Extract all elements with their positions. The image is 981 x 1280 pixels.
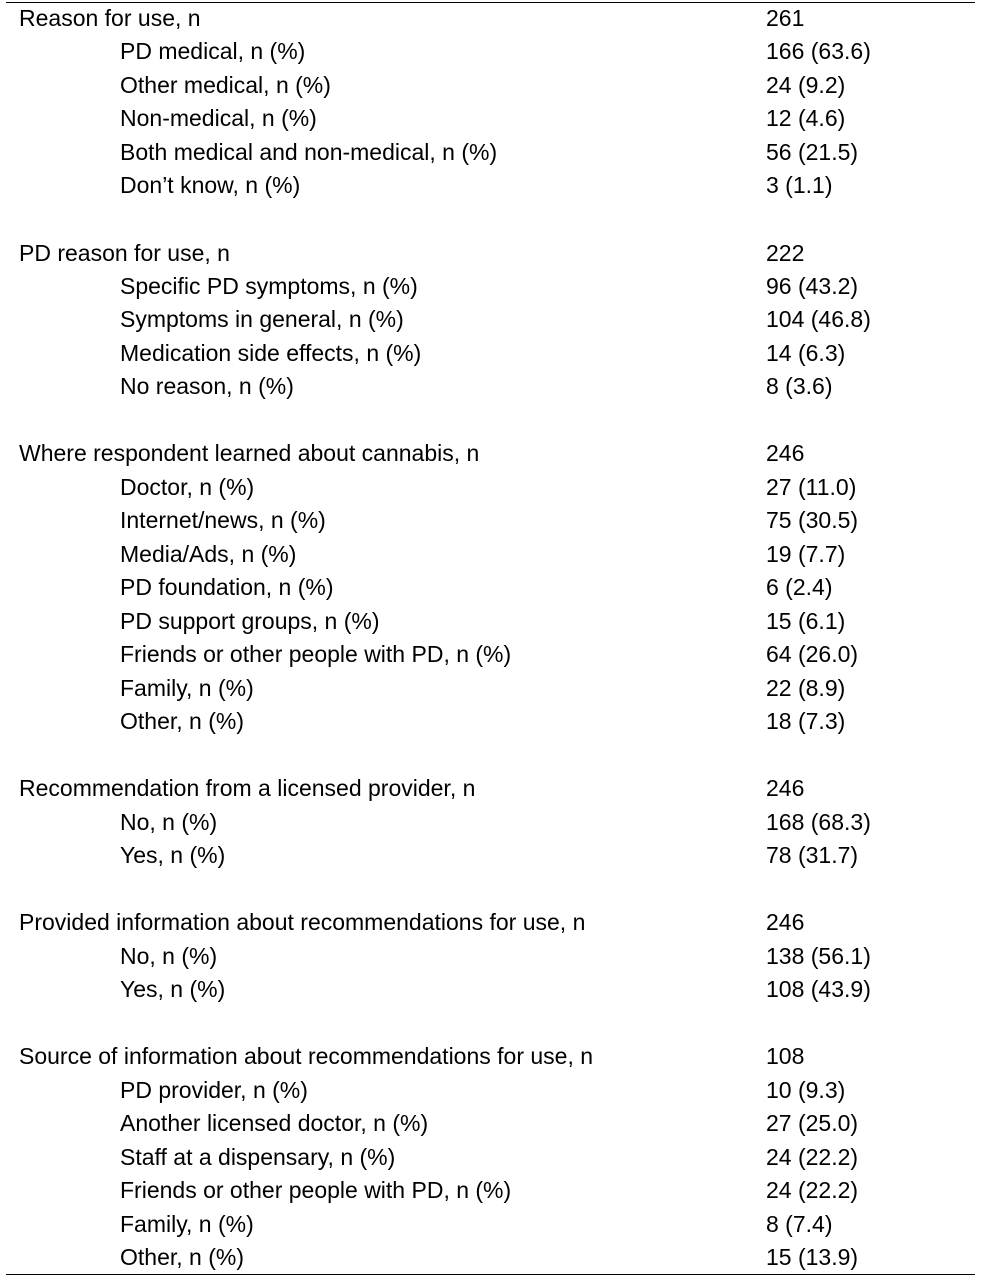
section-header-row — [0, 905, 981, 939]
table-row — [0, 805, 981, 839]
row-label: Other medical, n (%) — [120, 72, 331, 98]
row-value: 8 (7.4) — [766, 1211, 833, 1237]
section-header-value: 222 — [766, 240, 805, 266]
section-header-label: Reason for use, n — [19, 5, 201, 31]
row-value: 19 (7.7) — [766, 541, 846, 567]
row-value: 22 (8.9) — [766, 675, 846, 701]
table-row — [0, 1073, 981, 1107]
row-value: 64 (26.0) — [766, 641, 859, 667]
row-value: 15 (6.1) — [766, 608, 846, 634]
section-header-value: 246 — [766, 440, 805, 466]
row-label: Symptoms in general, n (%) — [120, 306, 404, 332]
row-value: 104 (46.8) — [766, 306, 871, 332]
row-label: Yes, n (%) — [120, 842, 226, 868]
row-label: Family, n (%) — [120, 675, 254, 701]
row-label: PD foundation, n (%) — [120, 574, 334, 600]
section-header-label: Source of information about recommendations for use, n — [19, 1043, 594, 1069]
row-label: PD support groups, n (%) — [120, 608, 380, 634]
row-value: 18 (7.3) — [766, 708, 846, 734]
row-value: 8 (3.6) — [766, 373, 833, 399]
section-header-row — [0, 1, 981, 35]
row-value: 27 (11.0) — [766, 474, 857, 500]
section-header-value: 246 — [766, 909, 805, 935]
row-label: Friends or other people with PD, n (%) — [120, 1177, 512, 1203]
table-row — [0, 604, 981, 638]
row-label: Doctor, n (%) — [120, 474, 255, 500]
row-label: Specific PD symptoms, n (%) — [120, 273, 418, 299]
row-value: 10 (9.3) — [766, 1077, 846, 1103]
table-row — [0, 838, 981, 872]
section-header-label: PD reason for use, n — [19, 240, 230, 266]
table-row — [0, 1173, 981, 1207]
row-label: Medication side effects, n (%) — [120, 340, 422, 366]
table-row — [0, 1140, 981, 1174]
section-header-row — [0, 771, 981, 805]
row-value: 12 (4.6) — [766, 105, 846, 131]
row-label: Friends or other people with PD, n (%) — [120, 641, 512, 667]
table-row — [0, 34, 981, 68]
section-header-label: Recommendation from a licensed provider, n — [19, 775, 476, 801]
row-label: Another licensed doctor, n (%) — [120, 1110, 429, 1136]
row-label: No, n (%) — [120, 809, 218, 835]
table-row — [0, 101, 981, 135]
table-row — [0, 369, 981, 403]
table-row — [0, 1106, 981, 1140]
table-row — [0, 537, 981, 571]
row-label: Other, n (%) — [120, 708, 244, 734]
row-value: 3 (1.1) — [766, 172, 833, 198]
table-row — [0, 168, 981, 202]
row-value: 166 (63.6) — [766, 38, 871, 64]
row-value: 24 (9.2) — [766, 72, 846, 98]
row-value: 138 (56.1) — [766, 943, 871, 969]
table-row — [0, 336, 981, 370]
table-row — [0, 637, 981, 671]
row-label: PD provider, n (%) — [120, 1077, 308, 1103]
table-row — [0, 269, 981, 303]
table-row — [0, 503, 981, 537]
row-label: Internet/news, n (%) — [120, 507, 326, 533]
table-row — [0, 671, 981, 705]
row-label: Media/Ads, n (%) — [120, 541, 297, 567]
row-value: 24 (22.2) — [766, 1144, 859, 1170]
section-header-value: 246 — [766, 775, 805, 801]
table-row — [0, 972, 981, 1006]
section-header-row — [0, 436, 981, 470]
row-value: 108 (43.9) — [766, 976, 871, 1002]
table-row — [0, 135, 981, 169]
section-header-label: Provided information about recommendations for use, n — [19, 909, 586, 935]
row-label: PD medical, n (%) — [120, 38, 306, 64]
row-label: Don’t know, n (%) — [120, 172, 301, 198]
row-label: Yes, n (%) — [120, 976, 226, 1002]
table-row — [0, 570, 981, 604]
row-value: 15 (13.9) — [766, 1244, 859, 1270]
row-value: 96 (43.2) — [766, 273, 859, 299]
table-row — [0, 302, 981, 336]
table-row — [0, 1240, 981, 1274]
row-label: Family, n (%) — [120, 1211, 254, 1237]
table-row — [0, 68, 981, 102]
row-value: 78 (31.7) — [766, 842, 859, 868]
row-value: 14 (6.3) — [766, 340, 846, 366]
row-value: 6 (2.4) — [766, 574, 833, 600]
section-header-row — [0, 236, 981, 270]
row-value: 24 (22.2) — [766, 1177, 859, 1203]
section-header-row — [0, 1039, 981, 1073]
table-bottom-rule — [6, 1274, 975, 1275]
table-row — [0, 939, 981, 973]
row-label: No reason, n (%) — [120, 373, 294, 399]
row-label: No, n (%) — [120, 943, 218, 969]
row-label: Staff at a dispensary, n (%) — [120, 1144, 396, 1170]
row-value: 27 (25.0) — [766, 1110, 859, 1136]
row-value: 75 (30.5) — [766, 507, 859, 533]
row-value: 56 (21.5) — [766, 139, 859, 165]
row-label: Non-medical, n (%) — [120, 105, 317, 131]
table-row — [0, 704, 981, 738]
section-header-value: 261 — [766, 5, 805, 31]
row-label: Both medical and non-medical, n (%) — [120, 139, 498, 165]
section-header-label: Where respondent learned about cannabis, n — [19, 440, 480, 466]
table-row — [0, 1207, 981, 1241]
table-row — [0, 470, 981, 504]
row-value: 168 (68.3) — [766, 809, 871, 835]
row-label: Other, n (%) — [120, 1244, 244, 1270]
section-header-value: 108 — [766, 1043, 805, 1069]
